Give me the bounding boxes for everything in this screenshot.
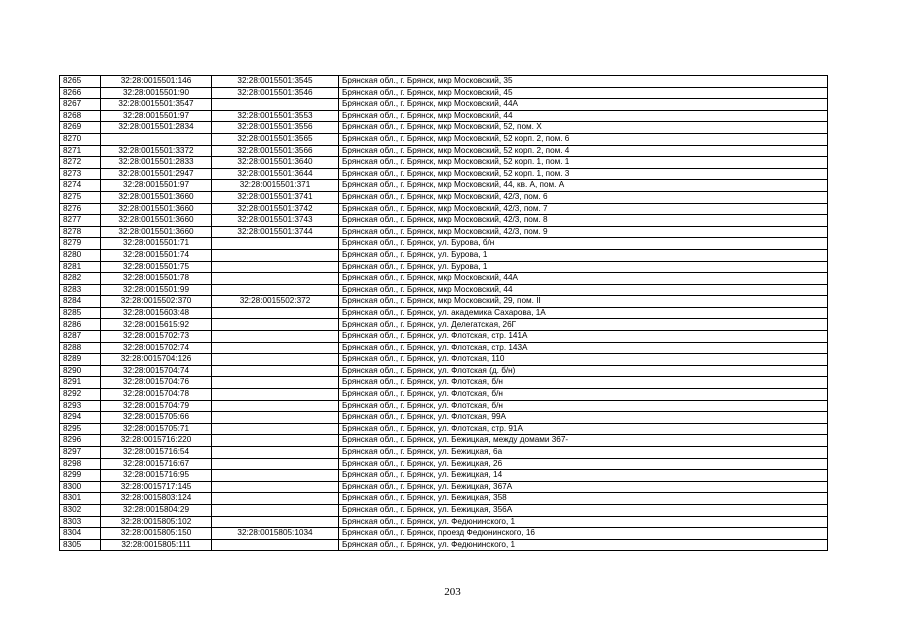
table-row — [60, 87, 828, 99]
address-cell: Брянская обл., г. Брянск, мкр Московский, 42/3, пом. 6 — [339, 191, 828, 203]
related-cadastral-number-cell: 32:28:0015501:3546 — [212, 87, 339, 99]
table-row — [60, 493, 828, 505]
cadastral-number-cell: 32:28:0015501:90 — [101, 87, 212, 99]
table-row — [60, 319, 828, 331]
row-number-cell: 8282 — [60, 273, 101, 285]
row-number-cell: 8305 — [60, 539, 101, 551]
address-cell: Брянская обл., г. Брянск, ул. Делегатская, 26Г — [339, 319, 828, 331]
address-cell: Брянская обл., г. Брянск, мкр Московский, 42/3, пом. 7 — [339, 203, 828, 215]
address-cell: Брянская обл., г. Брянск, мкр Московский, 42/3, пом. 8 — [339, 215, 828, 227]
page-number: 203 — [444, 586, 461, 598]
cadastral-number-cell: 32:28:0015501:3660 — [101, 191, 212, 203]
cadastral-number-cell: 32:28:0015501:146 — [101, 76, 212, 88]
table-row — [60, 296, 828, 308]
row-number-cell: 8291 — [60, 377, 101, 389]
related-cadastral-number-cell — [212, 307, 339, 319]
table-row — [60, 238, 828, 250]
related-cadastral-number-cell: 32:28:0015501:3566 — [212, 145, 339, 157]
related-cadastral-number-cell: 32:28:0015501:371 — [212, 180, 339, 192]
cadastral-number-cell: 32:28:0015501:71 — [101, 238, 212, 250]
cadastral-number-cell: 32:28:0015704:74 — [101, 365, 212, 377]
address-cell: Брянская обл., г. Брянск, ул. Флотская, стр. 141А — [339, 331, 828, 343]
address-cell: Брянская обл., г. Брянск, проезд Федюнинского, 16 — [339, 528, 828, 540]
address-cell: Брянская обл., г. Брянск, ул. Бурова, б/н — [339, 238, 828, 250]
cadastral-number-cell: 32:28:0015716:95 — [101, 470, 212, 482]
address-cell: Брянская обл., г. Брянск, мкр Московский, 42/3, пом. 9 — [339, 226, 828, 238]
row-number-cell: 8302 — [60, 504, 101, 516]
address-cell: Брянская обл., г. Брянск, мкр Московский, 44А — [339, 273, 828, 285]
cadastral-number-cell: 32:28:0015615:92 — [101, 319, 212, 331]
cadastral-number-cell: 32:28:0015702:74 — [101, 342, 212, 354]
related-cadastral-number-cell — [212, 319, 339, 331]
address-cell: Брянская обл., г. Брянск, ул. Флотская, 99А — [339, 412, 828, 424]
row-number-cell: 8283 — [60, 284, 101, 296]
table-row — [60, 447, 828, 459]
cadastral-number-cell: 32:28:0015804:29 — [101, 504, 212, 516]
table-row — [60, 516, 828, 528]
related-cadastral-number-cell: 32:28:0015501:3565 — [212, 133, 339, 145]
cadastral-number-cell: 32:28:0015705:66 — [101, 412, 212, 424]
cadastral-number-cell: 32:28:0015501:3660 — [101, 203, 212, 215]
cadastral-number-cell: 32:28:0015501:3547 — [101, 99, 212, 111]
address-cell: Брянская обл., г. Брянск, ул. Бежицкая, 358 — [339, 493, 828, 505]
related-cadastral-number-cell — [212, 516, 339, 528]
cadastral-number-cell: 32:28:0015805:102 — [101, 516, 212, 528]
cadastral-number-cell: 32:28:0015501:3660 — [101, 215, 212, 227]
row-number-cell: 8284 — [60, 296, 101, 308]
related-cadastral-number-cell: 32:28:0015501:3556 — [212, 122, 339, 134]
table-row — [60, 365, 828, 377]
row-number-cell: 8293 — [60, 400, 101, 412]
related-cadastral-number-cell — [212, 447, 339, 459]
table-row — [60, 423, 828, 435]
related-cadastral-number-cell — [212, 458, 339, 470]
table-row — [60, 331, 828, 343]
cadastral-number-cell: 32:28:0015501:99 — [101, 284, 212, 296]
address-cell: Брянская обл., г. Брянск, мкр Московский, 52 корп. 1, пом. 1 — [339, 157, 828, 169]
related-cadastral-number-cell — [212, 249, 339, 261]
related-cadastral-number-cell — [212, 423, 339, 435]
table-row — [60, 203, 828, 215]
address-cell: Брянская обл., г. Брянск, ул. Флотская, б/н — [339, 377, 828, 389]
row-number-cell: 8278 — [60, 226, 101, 238]
related-cadastral-number-cell — [212, 504, 339, 516]
row-number-cell: 8281 — [60, 261, 101, 273]
table-row — [60, 539, 828, 551]
cadastral-number-cell: 32:28:0015805:111 — [101, 539, 212, 551]
address-cell: Брянская обл., г. Брянск, ул. академика Сахарова, 1А — [339, 307, 828, 319]
address-cell: Брянская обл., г. Брянск, ул. Флотская, стр. 91А — [339, 423, 828, 435]
row-number-cell: 8267 — [60, 99, 101, 111]
cadastral-number-cell: 32:28:0015501:97 — [101, 110, 212, 122]
cadastral-number-cell: 32:28:0015705:71 — [101, 423, 212, 435]
related-cadastral-number-cell — [212, 389, 339, 401]
table-row — [60, 528, 828, 540]
table-row — [60, 180, 828, 192]
related-cadastral-number-cell: 32:28:0015501:3744 — [212, 226, 339, 238]
related-cadastral-number-cell: 32:28:0015502:372 — [212, 296, 339, 308]
cadastral-number-cell: 32:28:0015501:2834 — [101, 122, 212, 134]
related-cadastral-number-cell — [212, 273, 339, 285]
cadastral-number-cell: 32:28:0015501:3660 — [101, 226, 212, 238]
address-cell: Брянская обл., г. Брянск, ул. Бежицкая, 367А — [339, 481, 828, 493]
table-row — [60, 284, 828, 296]
related-cadastral-number-cell — [212, 284, 339, 296]
table-row — [60, 470, 828, 482]
address-cell: Брянская обл., г. Брянск, ул. Бурова, 1 — [339, 249, 828, 261]
address-cell: Брянская обл., г. Брянск, ул. Флотская, б/н — [339, 389, 828, 401]
related-cadastral-number-cell: 32:28:0015501:3644 — [212, 168, 339, 180]
cadastral-number-cell: 32:28:0015501:74 — [101, 249, 212, 261]
table-row — [60, 389, 828, 401]
cadastral-number-cell: 32:28:0015501:78 — [101, 273, 212, 285]
cadastral-number-cell: 32:28:0015704:78 — [101, 389, 212, 401]
address-cell: Брянская обл., г. Брянск, мкр Московский, 45 — [339, 87, 828, 99]
cadastral-number-cell: 32:28:0015704:126 — [101, 354, 212, 366]
row-number-cell: 8294 — [60, 412, 101, 424]
row-number-cell: 8295 — [60, 423, 101, 435]
address-cell: Брянская обл., г. Брянск, ул. Бежицкая, между домами 367- — [339, 435, 828, 447]
related-cadastral-number-cell: 32:28:0015501:3742 — [212, 203, 339, 215]
table-row — [60, 168, 828, 180]
row-number-cell: 8279 — [60, 238, 101, 250]
related-cadastral-number-cell: 32:28:0015501:3743 — [212, 215, 339, 227]
related-cadastral-number-cell: 32:28:0015501:3545 — [212, 76, 339, 88]
related-cadastral-number-cell — [212, 331, 339, 343]
address-cell: Брянская обл., г. Брянск, ул. Федюнинского, 1 — [339, 539, 828, 551]
address-cell: Брянская обл., г. Брянск, мкр Московский, 44, кв. А, пом. А — [339, 180, 828, 192]
related-cadastral-number-cell — [212, 365, 339, 377]
row-number-cell: 8269 — [60, 122, 101, 134]
row-number-cell: 8272 — [60, 157, 101, 169]
row-number-cell: 8277 — [60, 215, 101, 227]
table-row — [60, 99, 828, 111]
table-row — [60, 261, 828, 273]
row-number-cell: 8298 — [60, 458, 101, 470]
related-cadastral-number-cell: 32:28:0015805:1034 — [212, 528, 339, 540]
row-number-cell: 8286 — [60, 319, 101, 331]
table-row — [60, 504, 828, 516]
table-row — [60, 307, 828, 319]
table-row — [60, 354, 828, 366]
row-number-cell: 8276 — [60, 203, 101, 215]
row-number-cell: 8271 — [60, 145, 101, 157]
address-cell: Брянская обл., г. Брянск, ул. Флотская, б/н — [339, 400, 828, 412]
address-cell: Брянская обл., г. Брянск, мкр Московский, 52 корп. 2, пом. 4 — [339, 145, 828, 157]
table-row — [60, 400, 828, 412]
related-cadastral-number-cell — [212, 481, 339, 493]
related-cadastral-number-cell: 32:28:0015501:3553 — [212, 110, 339, 122]
row-number-cell: 8288 — [60, 342, 101, 354]
row-number-cell: 8296 — [60, 435, 101, 447]
table-row — [60, 110, 828, 122]
row-number-cell: 8287 — [60, 331, 101, 343]
related-cadastral-number-cell — [212, 493, 339, 505]
cadastral-number-cell: 32:28:0015716:54 — [101, 447, 212, 459]
address-cell: Брянская обл., г. Брянск, ул. Федюнинского, 1 — [339, 516, 828, 528]
related-cadastral-number-cell — [212, 99, 339, 111]
cadastral-number-cell: 32:28:0015603:48 — [101, 307, 212, 319]
row-number-cell: 8274 — [60, 180, 101, 192]
related-cadastral-number-cell — [212, 435, 339, 447]
table-row — [60, 435, 828, 447]
address-cell: Брянская обл., г. Брянск, ул. Флотская (д. б/н) — [339, 365, 828, 377]
table-row — [60, 145, 828, 157]
row-number-cell: 8265 — [60, 76, 101, 88]
address-cell: Брянская обл., г. Брянск, мкр Московский, 44 — [339, 284, 828, 296]
related-cadastral-number-cell — [212, 238, 339, 250]
table-row — [60, 377, 828, 389]
related-cadastral-number-cell: 32:28:0015501:3741 — [212, 191, 339, 203]
address-cell: Брянская обл., г. Брянск, мкр Московский, 52, пом. X — [339, 122, 828, 134]
related-cadastral-number-cell — [212, 470, 339, 482]
related-cadastral-number-cell — [212, 412, 339, 424]
cadastral-number-cell: 32:28:0015501:3372 — [101, 145, 212, 157]
row-number-cell: 8273 — [60, 168, 101, 180]
table-row — [60, 122, 828, 134]
cadastral-number-cell: 32:28:0015501:2947 — [101, 168, 212, 180]
registry-table-body — [60, 76, 828, 551]
address-cell: Брянская обл., г. Брянск, мкр Московский, 44А — [339, 99, 828, 111]
address-cell: Брянская обл., г. Брянск, ул. Бежицкая, 14 — [339, 470, 828, 482]
table-row — [60, 133, 828, 145]
table-row — [60, 191, 828, 203]
address-cell: Брянская обл., г. Брянск, мкр Московский, 35 — [339, 76, 828, 88]
row-number-cell: 8266 — [60, 87, 101, 99]
table-row — [60, 215, 828, 227]
related-cadastral-number-cell: 32:28:0015501:3640 — [212, 157, 339, 169]
row-number-cell: 8297 — [60, 447, 101, 459]
cadastral-number-cell: 32:28:0015501:75 — [101, 261, 212, 273]
related-cadastral-number-cell — [212, 377, 339, 389]
table-row — [60, 458, 828, 470]
related-cadastral-number-cell — [212, 539, 339, 551]
table-row — [60, 481, 828, 493]
table-row — [60, 273, 828, 285]
row-number-cell: 8290 — [60, 365, 101, 377]
cadastral-number-cell: 32:28:0015702:73 — [101, 331, 212, 343]
table-row — [60, 226, 828, 238]
row-number-cell: 8275 — [60, 191, 101, 203]
related-cadastral-number-cell — [212, 400, 339, 412]
row-number-cell: 8292 — [60, 389, 101, 401]
registry-table — [59, 75, 828, 551]
address-cell: Брянская обл., г. Брянск, мкр Московский, 52 корп. 1, пом. 3 — [339, 168, 828, 180]
row-number-cell: 8301 — [60, 493, 101, 505]
address-cell: Брянская обл., г. Брянск, ул. Флотская, 110 — [339, 354, 828, 366]
address-cell: Брянская обл., г. Брянск, мкр Московский, 52 корп. 2, пом. 6 — [339, 133, 828, 145]
row-number-cell: 8280 — [60, 249, 101, 261]
address-cell: Брянская обл., г. Брянск, мкр Московский, 29, пом. II — [339, 296, 828, 308]
table-row — [60, 76, 828, 88]
address-cell: Брянская обл., г. Брянск, ул. Флотская, стр. 143А — [339, 342, 828, 354]
table-row — [60, 412, 828, 424]
table-row — [60, 342, 828, 354]
cadastral-number-cell: 32:28:0015716:67 — [101, 458, 212, 470]
row-number-cell: 8300 — [60, 481, 101, 493]
table-row — [60, 157, 828, 169]
cadastral-number-cell: 32:28:0015803:124 — [101, 493, 212, 505]
row-number-cell: 8299 — [60, 470, 101, 482]
row-number-cell: 8304 — [60, 528, 101, 540]
address-cell: Брянская обл., г. Брянск, ул. Бурова, 1 — [339, 261, 828, 273]
cadastral-number-cell: 32:28:0015501:97 — [101, 180, 212, 192]
row-number-cell: 8285 — [60, 307, 101, 319]
address-cell: Брянская обл., г. Брянск, ул. Бежицкая, 6а — [339, 447, 828, 459]
table-row — [60, 249, 828, 261]
row-number-cell: 8268 — [60, 110, 101, 122]
address-cell: Брянская обл., г. Брянск, ул. Бежицкая, 356А — [339, 504, 828, 516]
cadastral-number-cell: 32:28:0015704:79 — [101, 400, 212, 412]
row-number-cell: 8303 — [60, 516, 101, 528]
cadastral-number-cell: 32:28:0015805:150 — [101, 528, 212, 540]
address-cell: Брянская обл., г. Брянск, ул. Бежицкая, 26 — [339, 458, 828, 470]
row-number-cell: 8270 — [60, 133, 101, 145]
related-cadastral-number-cell — [212, 342, 339, 354]
cadastral-number-cell: 32:28:0015501:2833 — [101, 157, 212, 169]
cadastral-number-cell: 32:28:0015502:370 — [101, 296, 212, 308]
row-number-cell: 8289 — [60, 354, 101, 366]
cadastral-number-cell: 32:28:0015717:145 — [101, 481, 212, 493]
related-cadastral-number-cell — [212, 354, 339, 366]
related-cadastral-number-cell — [212, 261, 339, 273]
cadastral-number-cell: 32:28:0015704:76 — [101, 377, 212, 389]
cadastral-number-cell: 32:28:0015716:220 — [101, 435, 212, 447]
cadastral-number-cell — [101, 133, 212, 145]
address-cell: Брянская обл., г. Брянск, мкр Московский, 44 — [339, 110, 828, 122]
